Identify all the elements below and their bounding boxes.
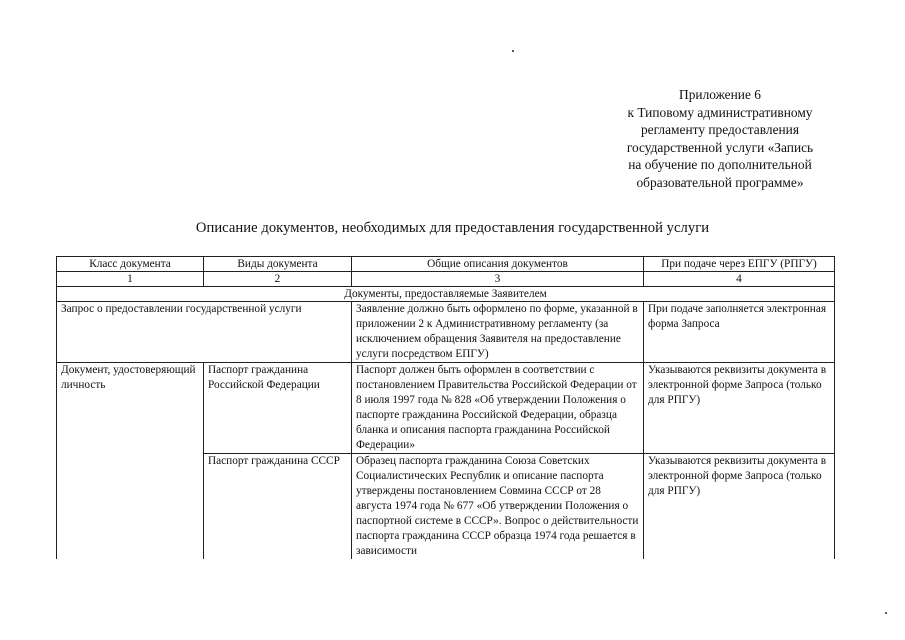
epgu-cell: При подаче заполняется электронная форма Запроса <box>644 302 835 363</box>
section-title: Документы, предоставляемые Заявителем <box>57 287 835 302</box>
column-number: 3 <box>352 272 644 287</box>
appendix-line: государственной услуги «Запись <box>626 139 814 155</box>
column-number-row <box>57 272 835 287</box>
scan-speck <box>885 612 887 614</box>
description-cell: Образец паспорта гражданина Союза Советских Социалистических Республик и описание паспорта утверждены постановлением Совмина СССР от 28 августа 1974 года № 677 «Об утверждении Положения о паспортной системе в СССР». Вопрос о действительности паспорта гражданина СССР образца 1974 года решается в зависимости <box>352 454 644 560</box>
scan-speck <box>512 50 514 52</box>
epgu-cell: Указываются реквизиты документа в электронной форме Запроса (только для РПГУ) <box>644 363 835 454</box>
table-row <box>57 302 835 363</box>
document-type-cell: Паспорт гражданина Российской Федерации <box>204 363 352 454</box>
document-type-cell: Паспорт гражданина СССР <box>204 454 352 560</box>
epgu-cell: Указываются реквизиты документа в электронной форме Запроса (только для РПГУ) <box>644 454 835 560</box>
column-header: Класс документа <box>57 257 204 272</box>
column-header: При подаче через ЕПГУ (РПГУ) <box>644 257 835 272</box>
description-cell: Паспорт должен быть оформлен в соответствии с постановлением Правительства Российской Федерации от 8 июля 1997 года № 828 «Об утверждении Положения о паспорте гражданина Российской Федерации, образца бланка и описания паспорта гражданина Российской Федерации» <box>352 363 644 454</box>
column-number: 2 <box>204 272 352 287</box>
appendix-line: к Типовому административному <box>627 104 813 120</box>
document-class-cell: Документ, удостоверяющий личность <box>57 363 204 560</box>
section-row <box>57 287 835 302</box>
column-number: 1 <box>57 272 204 287</box>
column-number: 4 <box>644 272 835 287</box>
document-title: Описание документов, необходимых для предоставления государственной услуги <box>195 220 710 236</box>
appendix-header <box>560 86 880 192</box>
column-header: Общие описания документов <box>352 257 644 272</box>
table-header-row <box>57 257 835 272</box>
appendix-line: Приложение 6 <box>679 87 761 102</box>
appendix-line: образовательной программе» <box>636 174 804 190</box>
description-cell: Заявление должно быть оформлено по форме, указанной в приложении 2 к Административному регламенту (за исключением обращения Заявителя на предоставление услуги посредством ЕПГУ) <box>352 302 644 363</box>
column-header: Виды документа <box>204 257 352 272</box>
documents-table <box>56 256 835 559</box>
table-row <box>57 363 835 454</box>
document-class-cell: Запрос о предоставлении государственной услуги <box>57 302 352 363</box>
appendix-line: на обучение по дополнительной <box>628 157 812 173</box>
appendix-line: регламенту предоставления <box>640 122 799 138</box>
